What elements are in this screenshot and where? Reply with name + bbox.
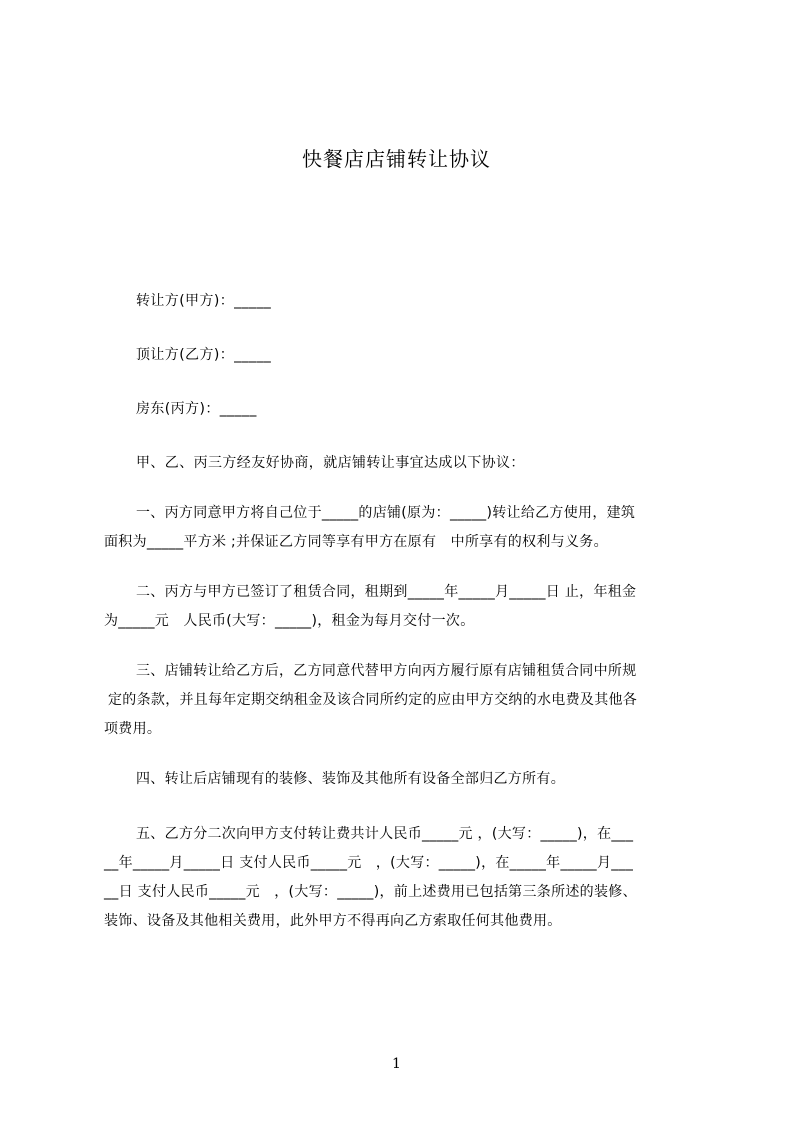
clause-5-line-4: 装饰、设备及其他相关费用，此外甲方不得再向乙方索取任何其他费用。	[104, 913, 562, 929]
clause-1-line-1: 一、丙方同意甲方将自己位于_____的店铺(原为：_____)转让给乙方使用，建筑	[136, 505, 636, 521]
clause-3-line-1: 三、店铺转让给乙方后，乙方同意代替甲方向丙方履行原有店铺租赁合同中所规	[136, 663, 637, 679]
page-number: 1	[392, 1056, 401, 1072]
clause-1-line-2: 面积为_____平方米 ;并保证乙方同等享有甲方在原有 中所享有的权利与义务。	[104, 534, 608, 550]
clause-2-line-2: 为_____元 人民币(大写：_____)，租金为每月交付一次。	[104, 613, 475, 629]
clause-3-line-3: 项费用。	[104, 721, 162, 737]
party-transferor: 转让方(甲方)：_____	[136, 293, 272, 309]
party-transferee: 顶让方(乙方)：_____	[136, 347, 272, 363]
clause-5-line-3: __日 支付人民币_____元 ，(大写：_____)，前上述费用已包括第三条所述的装修、	[104, 884, 637, 900]
clause-4-line-1: 四、转让后店铺现有的装修、装饰及其他所有设备全部归乙方所有。	[136, 771, 565, 787]
party-landlord: 房东(丙方)：_____	[136, 401, 257, 417]
clause-3	[104, 657, 704, 744]
clause-2	[104, 578, 704, 636]
agreement-intro: 甲、乙、丙三方经友好协商，就店铺转让事宜达成以下协议：	[136, 455, 525, 471]
clause-3-line-2: 定的条款，并且每年定期交纳租金及该合同所约定的应由甲方交纳的水电费及其他各	[108, 692, 638, 708]
clause-4	[104, 765, 704, 794]
clause-2-line-1: 二、丙方与甲方已签订了租赁合同，租期到_____年_____月_____日 止，年租金	[136, 584, 637, 600]
clause-1	[104, 499, 704, 557]
clause-5	[104, 820, 704, 936]
clause-5-line-1: 五、乙方分二次向甲方支付转让费共计人民币_____元 ，(大写：_____)，在___	[136, 826, 634, 842]
clause-5-line-2: __年_____月_____日 支付人民币_____元 ，(大写：_____)，在_____年_____月___	[104, 855, 634, 871]
document-title: 快餐店店铺转让协议	[302, 147, 491, 171]
